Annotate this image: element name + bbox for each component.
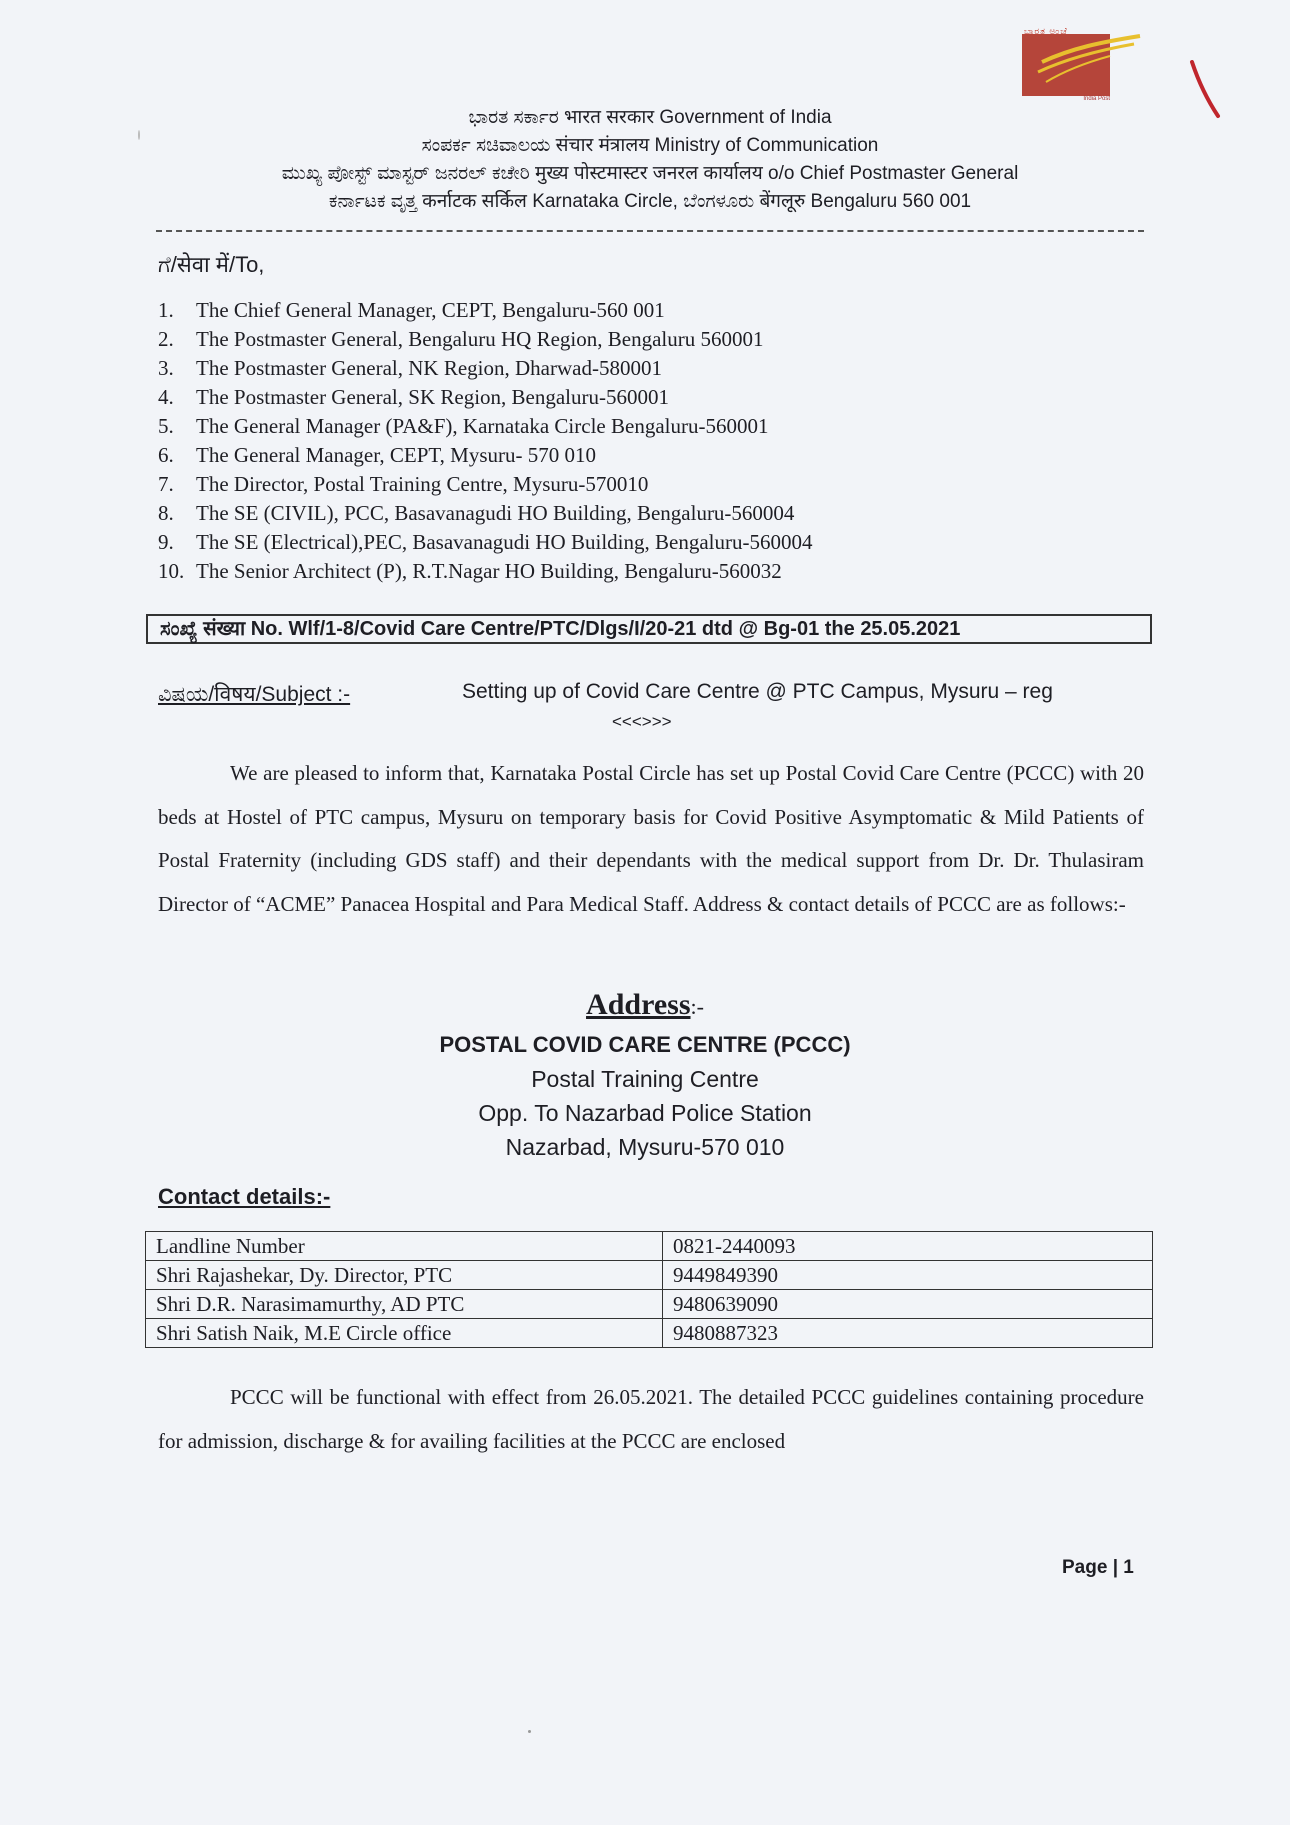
body-paragraph-1: We are pleased to inform that, Karnataka Postal Circle has set up Postal Covid Care Centre (PCCC) with 20 beds at Hostel of PTC campus, Mysuru on temporary basis for Covid Positive Asymptomatic & Mild Patients of Postal Fraternity (including GDS staff) and their dependants with the medical support from Dr. Dr. Thulasiram Director of “ACME” Panacea Hospital and Para Medical Staff. Address & contact details of PCCC are as follows:- (158, 761, 1144, 916)
list-item: 10. The Senior Architect (P), R.T.Nagar HO Building, Bengaluru-560032 (158, 559, 782, 583)
letterhead-line-3: ಮುಖ್ಯ ಪೋಸ್ಟ್ ಮಾಸ್ಟರ್ ಜನರಲ್ ಕಚೇರಿ मुख्य पोस्टमास्टर जनरल कार्यालय o/o Chief Postmaster General (281, 163, 1019, 184)
body-paragraph-2: PCCC will be functional with effect from 26.05.2021. The detailed PCCC guidelines containing procedure for admission, discharge & for availing facilities at the PCCC are enclosed (158, 1385, 1144, 1453)
address-line-1: Postal Training Centre (531, 1066, 759, 1092)
list-item: 7. The Director, Postal Training Centre, Mysuru-570010 (158, 472, 649, 496)
letterhead-line-1: ಭಾರತ ಸರ್ಕಾರ भारत सरकार Government of India (468, 107, 832, 128)
table-row (146, 1290, 1153, 1319)
contact-name: Shri D.R. Narasimamurthy, AD PTC (146, 1290, 663, 1319)
list-item: 9. The SE (Electrical),PEC, Basavanagudi HO Building, Bengaluru-560004 (158, 530, 813, 554)
recipient-list (158, 296, 812, 586)
list-item: 3. The Postmaster General, NK Region, Dharwad-580001 (158, 356, 662, 380)
logo-caption: India Post (1083, 96, 1110, 102)
letterhead-line-4: ಕರ್ನಾಟಕ ವೃತ್ತ कर्नाटक सर्किल Karnataka Circle, ಬೆಂಗಳೂರು बेंगलूरु Bengaluru 560 001 (328, 191, 972, 212)
contact-phone: 0821-2440093 (663, 1232, 1153, 1261)
list-item: 1. The Chief General Manager, CEPT, Bengaluru-560 001 (158, 298, 665, 322)
to-label: ಗೆ/सेवा में/To, (158, 252, 265, 277)
letterhead (160, 104, 1140, 216)
letterhead-line-2: ಸಂಪರ್ಕ ಸಚಿವಾಲಯ संचार मंत्रालय Ministry of Communication (421, 135, 879, 156)
list-item: 4. The Postmaster General, SK Region, Bengaluru-560001 (158, 385, 669, 409)
scan-speck (528, 1730, 531, 1733)
contact-phone: 9480639090 (663, 1290, 1153, 1319)
header-divider (156, 230, 1144, 232)
contact-phone: 9449849390 (663, 1261, 1153, 1290)
list-item: 2. The Postmaster General, Bengaluru HQ Region, Bengaluru 560001 (158, 327, 764, 351)
table-row (146, 1232, 1153, 1261)
contact-name: Shri Satish Naik, M.E Circle office (146, 1319, 663, 1348)
address-name: POSTAL COVID CARE CENTRE (PCCC) (439, 1032, 851, 1057)
address-line-2: Opp. To Nazarbad Police Station (478, 1100, 812, 1126)
reference-number-box: ಸಂಖ್ಯೆ संख्या No. Wlf/1-8/Covid Care Centre/PTC/Dlgs/I/20-21 dtd @ Bg-01 the 25.05.2021 (146, 614, 1152, 644)
list-item: 5. The General Manager (PA&F), Karnataka Circle Bengaluru-560001 (158, 414, 769, 438)
logo-script-text: ಭಾರತ ಅಂಚೆ (1024, 26, 1068, 36)
contact-heading: Contact details:- (158, 1184, 331, 1209)
list-item: 8. The SE (CIVIL), PCC, Basavanagudi HO Building, Bengaluru-560004 (158, 501, 795, 525)
address-block (0, 1028, 1290, 1164)
subject-text: Setting up of Covid Care Centre @ PTC Campus, Mysuru – reg (462, 680, 1053, 703)
table-row (146, 1319, 1153, 1348)
contact-table (145, 1231, 1153, 1348)
contact-name: Shri Rajashekar, Dy. Director, PTC (146, 1261, 663, 1290)
page-number: Page | 1 (1062, 1557, 1134, 1578)
scan-speck (138, 130, 140, 140)
subject-separator: <<<>>> (612, 712, 672, 731)
contact-name: Landline Number (146, 1232, 663, 1261)
subject-label: ವಿಷಯ/विषय/Subject :- (158, 683, 351, 706)
address-heading: Address:- (586, 988, 704, 1021)
red-pen-mark-icon (1188, 60, 1222, 120)
contact-phone: 9480887323 (663, 1319, 1153, 1348)
address-line-3: Nazarbad, Mysuru-570 010 (505, 1134, 785, 1160)
table-row (146, 1261, 1153, 1290)
list-item: 6. The General Manager, CEPT, Mysuru- 570 010 (158, 443, 597, 467)
india-post-logo (1022, 28, 1110, 102)
